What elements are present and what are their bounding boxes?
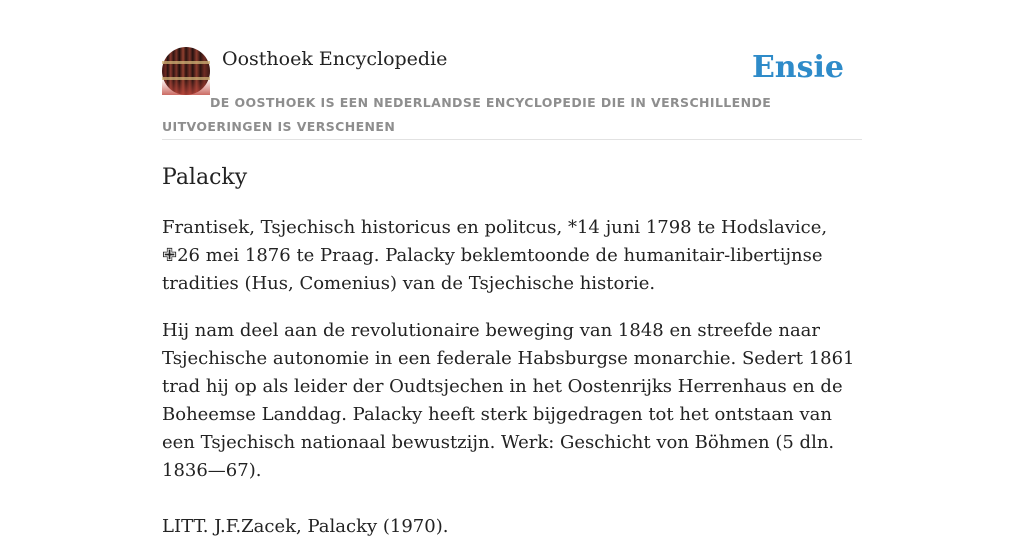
article-title: Palacky <box>162 165 248 190</box>
article-paragraph: Hij nam deel aan de revolutionaire beweging van 1848 en streefde naar Tsjechische autonomie in een federale Habsburgse monarchie. Sedert 1861 trad hij op als leider der Oudtsjechen in het Oostenrijks Herrenhaus en de Boheemse Landdag. Palacky heeft sterk bijgedragen tot het ontstaan van een Tsjechisch nationaal bewustzijn. Werk: Geschicht von Böhmen (5 dln. 1836—67). <box>162 320 855 481</box>
site-title-link[interactable]: Oosthoek Encyclopedie <box>222 48 448 70</box>
avatar-band <box>162 61 210 64</box>
article-literature: LITT. J.F.Zacek, Palacky (1970). <box>162 516 449 537</box>
site-header <box>162 46 862 140</box>
ensie-logo-link[interactable]: Ensie <box>751 50 844 85</box>
bookshelf-avatar-icon[interactable] <box>162 47 210 95</box>
site-tagline: DE OOSTHOEK IS EEN NEDERLANDSE ENCYCLOPEDIE DIE IN VERSCHILLENDE UITVOERINGEN IS VERSCHENEN <box>162 95 772 134</box>
article-paragraph: Frantisek, Tsjechisch historicus en politcus, *14 juni 1798 te Hodslavice, ✙26 mei 1876 te Praag. Palacky beklemtoonde de humanitair-libertijnse tradities (Hus, Comenius) van de Tsjechische historie. <box>162 217 828 294</box>
article <box>162 162 862 560</box>
